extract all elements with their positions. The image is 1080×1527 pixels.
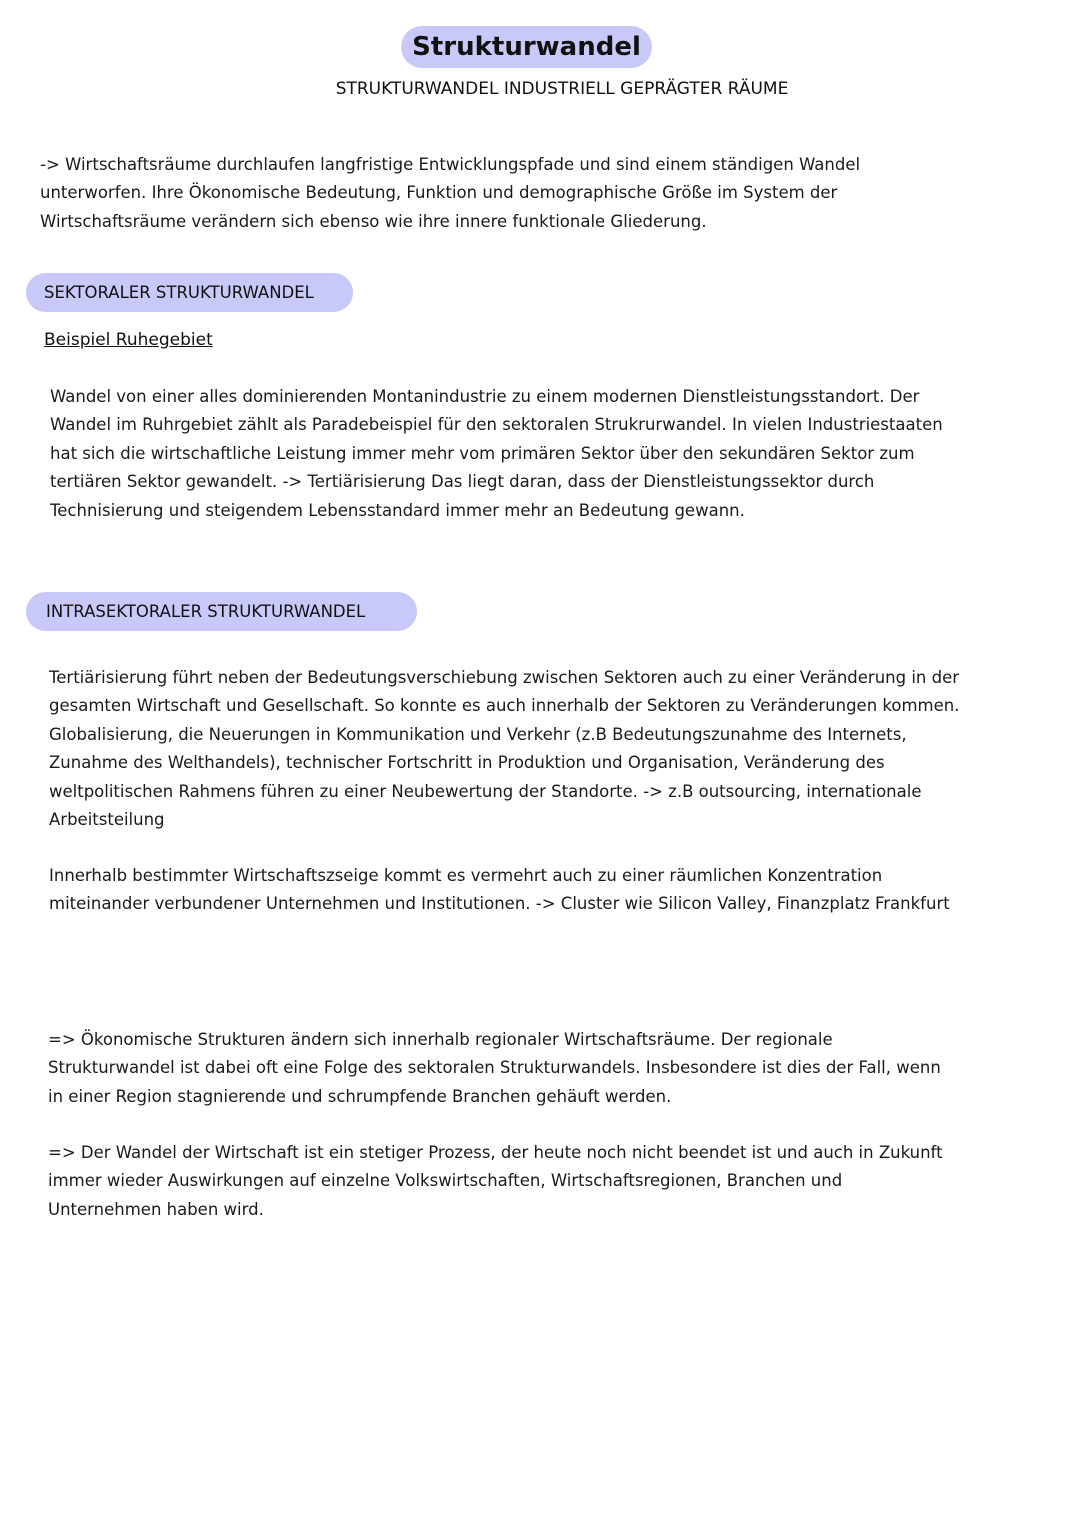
section-heading-sectoral: SEKTORALER STRUKTURWANDEL bbox=[26, 273, 353, 312]
section-heading-intrasectoral: INTRASEKTORALER STRUKTURWANDEL bbox=[26, 592, 417, 631]
conclusion-paragraph-2: => Der Wandel der Wirtschaft ist ein stetiger Prozess, der heute noch nicht beendet ist und auch in Zukunft immer wieder Auswirkungen auf einzelne Volkswirtschaften, Wirtschaftsregionen, Branchen und Unternehmen haben wird. bbox=[48, 1143, 943, 1219]
page-subtitle: STRUKTURWANDEL INDUSTRIELL GEPRÄGTER RÄUME bbox=[335, 79, 789, 99]
page-title: Strukturwandel bbox=[401, 26, 652, 68]
intro-paragraph: -> Wirtschaftsräume durchlaufen langfristige Entwicklungspfade und sind einem ständigen Wandel unterworfen. Ihre Ökonomische Bedeutung, Funktion und demographische Größe im System der Wirtschaftsräume verändern sich ebenso wie ihre innere funktionale Gliederung. bbox=[40, 155, 861, 231]
intrasectoral-paragraph-1: Tertiärisierung führt neben der Bedeutungsverschiebung zwischen Sektoren auch zu einer Veränderung in der gesamten Wirtschaft und Gesellschaft. So konnte es auch innerhalb der Sektoren zu Veränderungen kommen. Globalisierung, die Neuerungen in Kommunikation und Verkehr (z.B Bedeutungszunahme des Internets, Zunahme des Welthandels), technischer Fortschritt in Produktion und Organisation, Veränderung des weltpolitischen Rahmens führen zu einer Neubewertung der Standorte. -> z.B outsourcing, internationale Arbeitsteilung bbox=[49, 668, 960, 830]
intrasectoral-paragraph-2: Innerhalb bestimmter Wirtschaftszseige kommt es vermehrt auch zu einer räumlichen Konzentration miteinander verbundener Unternehmen und Institutionen. -> Cluster wie Silicon Valley, Finanzplatz Frankfurt bbox=[49, 866, 950, 914]
sectoral-paragraph: Wandel von einer alles dominierenden Montanindustrie zu einem modernen Dienstleistungsstandort. Der Wandel im Ruhrgebiet zählt als Paradebeispiel für den sektoralen Strukrurwandel. In vielen Industriestaaten hat sich die wirtschaftliche Leistung immer mehr vom primären Sektor über den sekundären Sektor zum tertiären Sektor gewandelt. -> Tertiärisierung Das liegt daran, dass der Dienstleistungssektor durch Technisierung und steigendem Lebensstandard immer mehr an Bedeutung gewann. bbox=[50, 387, 943, 520]
example-label: Beispiel Ruhegebiet bbox=[44, 330, 213, 350]
conclusion-paragraph-1: => Ökonomische Strukturen ändern sich innerhalb regionaler Wirtschaftsräume. Der regionale Strukturwandel ist dabei oft eine Folge des sektoralen Strukturwandels. Insbesondere ist dies der Fall, wenn in einer Region stagnierende und schrumpfende Branchen gehäuft werden. bbox=[48, 1030, 941, 1106]
